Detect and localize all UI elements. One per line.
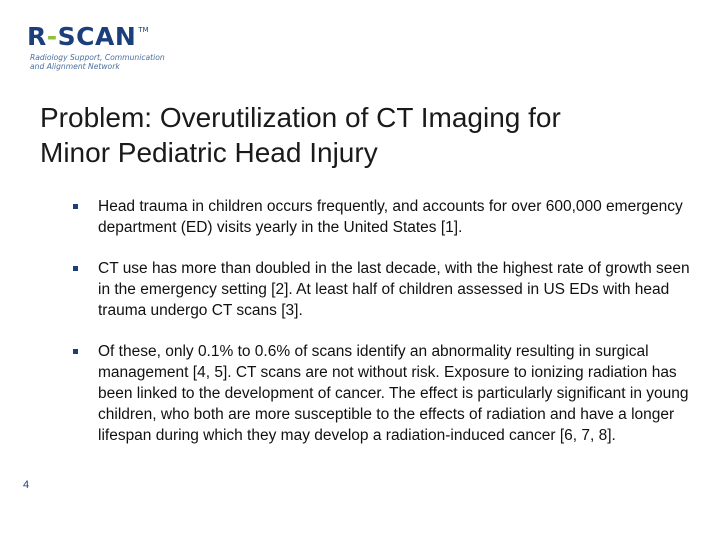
bullet-square-icon (73, 204, 78, 209)
bullet-text: Head trauma in children occurs frequently, and accounts for over 600,000 emergency department (ED) visits yearly in the United States [1]. (98, 198, 683, 236)
logo-tagline-line1: Radiology Support, Communication (30, 53, 165, 62)
bullet-square-icon (73, 349, 78, 354)
logo-tagline (30, 53, 180, 71)
rscan-logo (27, 24, 217, 86)
bullet-text: CT use has more than doubled in the last decade, with the highest rate of growth seen in the emergency setting [2]. At least half of children assessed in US EDs with head trauma undergo CT scans [3]. (98, 260, 690, 319)
logo-brand-right: SCAN (57, 22, 137, 51)
logo-brand-dash: - (46, 22, 58, 51)
logo-trademark: TM (138, 26, 149, 34)
logo-brand-left: R (27, 22, 47, 51)
slide-title (40, 100, 680, 170)
slide-title-line1: Problem: Overutilization of CT Imaging for (40, 102, 561, 133)
page-number: 4 (23, 479, 30, 491)
bullet-square-icon (73, 266, 78, 271)
bullet-item (70, 196, 690, 238)
logo-tagline-line2: and Alignment Network (30, 62, 120, 71)
slide-title-line2: Minor Pediatric Head Injury (40, 137, 378, 168)
logo-wordmark (27, 24, 217, 50)
bullet-item (70, 341, 690, 446)
bullet-item (70, 258, 690, 321)
bullet-list (70, 196, 690, 446)
bullet-text: Of these, only 0.1% to 0.6% of scans identify an abnormality resulting in surgical management [4, 5]. CT scans are not without risk. Exposure to ionizing radiation has been linked to the development of cancer. The effect is particularly significant in young children, who both are more susceptible to the effects of radiation and have a longer lifespan during which they may develop a radiation-induced cancer [6, 7, 8]. (98, 343, 689, 444)
